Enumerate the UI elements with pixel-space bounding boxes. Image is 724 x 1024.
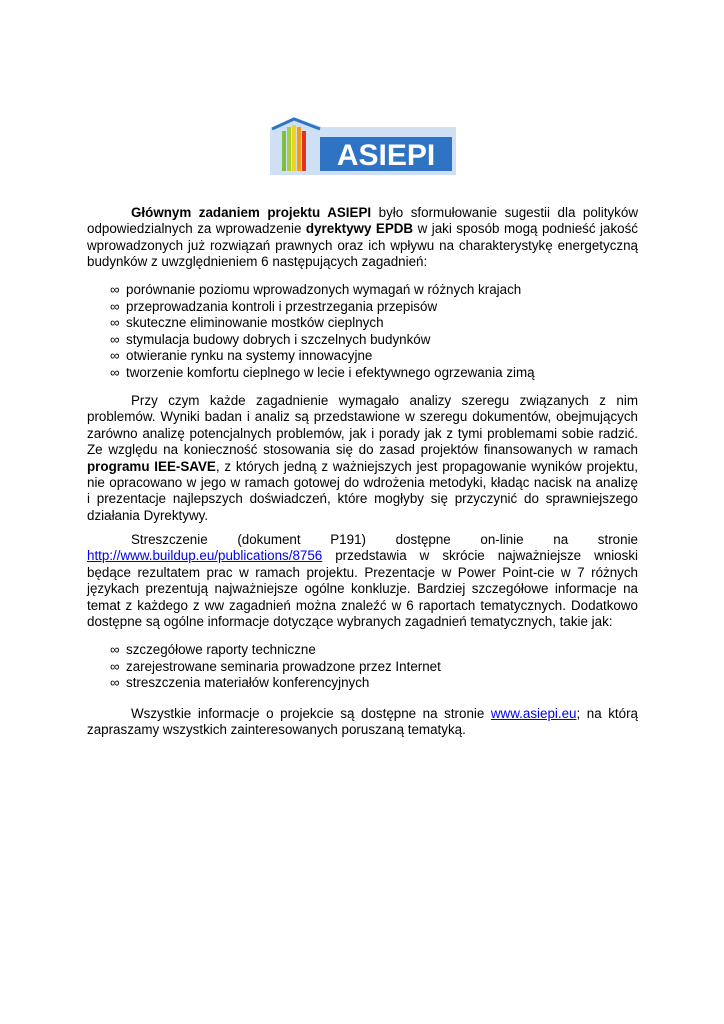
summary-paragraph: Streszczenie (dokument P191) dostępne on-linie na stronie http://www.buildup.eu/publications/8756 przedstawia w skrócie najważniejsze wnioski będące rezultatem prac w ramach projektu. Prezentacje w Power Point-cie w 7 różnych językach prezentują najważniejsze ogólne konkluzje. Bardziej szczegółowe informacje na temat z każdego z ww zagadnień można znaleźć w 6 raportach tematycznych. Dodatkowo dostępne są ogólne informacje dotyczące wybranych zagadnień tematycznych, takie jak: [87,532,638,630]
list-item: ∞ szczegółowe raporty techniczne [110,642,316,657]
topics-list [110,282,670,382]
list-item: ∞ skuteczne eliminowanie mostków cieplnych [110,315,384,331]
buildup-link[interactable]: http://www.buildup.eu/publications/8756 [87,548,323,564]
materials-list [110,642,670,692]
list-item: ∞ stymulacja budowy dobrych i szczelnych budynków [110,331,431,347]
asiepi-logo [270,117,456,175]
asiepi-link[interactable]: www.asiepi.eu [490,706,577,721]
logo-text: ASIEPI [336,139,436,172]
list-item: ∞ zarejestrowane seminaria prowadzone przez Internet [110,658,441,674]
closing-paragraph: Wszystkie informacje o projekcie są dostępne na stronie www.asiepi.eu; na którą zapraszamy wszystkich zainteresowanych poruszaną tematyką. [87,706,638,738]
list-item: ∞ tworzenie komfortu cieplnego w lecie i efektywnego ogrzewania zimą [110,364,535,380]
analysis-paragraph: Przy czym każde zagadnienie wymagało analizy szeregu związanych z nim problemów. Wyniki badan i analiz są przedstawione w szeregu dokumentów, obejmujących zarówno analizę potencjalnych problemów, jak i porady jak z tymi problemami sobie radzić. Ze względu na konieczność stosowania się do zasad projektów finansowanych w ramach programu IEE-SAVE, z których jedną z ważniejszych jest propagowanie wyników projektu, nie opracowano w jego w ramach gotowej do wdrożenia metodyki, kładąc nacisk na analizę i prezentacje najlepszych doświadczeń, które mogłyby się przyczynić do sprawniejszego działania Dyrektywy. [87,393,638,523]
list-item: ∞ otwieranie rynku na systemy innowacyjne [110,348,373,364]
list-item: ∞ przeprowadzania kontroli i przestrzegania przepisów [110,298,438,314]
list-item: ∞ porównanie poziomu wprowadzonych wymagań w różnych krajach [110,282,522,297]
intro-paragraph: Głównym zadaniem projektu ASIEPI było sformułowanie sugestii dla polityków odpowiedzialnych za wprowadzenie dyrektywy EPDB w jaki sposób mogą podnieść jakość wprowadzonych już rozwiązań prawnych oraz ich wpływu na charakterystykę energetyczną budynków z uwzględnieniem 6 następujących zagadnień: [87,205,638,270]
list-item: ∞ streszczenia materiałów konferencyjnych [110,675,370,691]
